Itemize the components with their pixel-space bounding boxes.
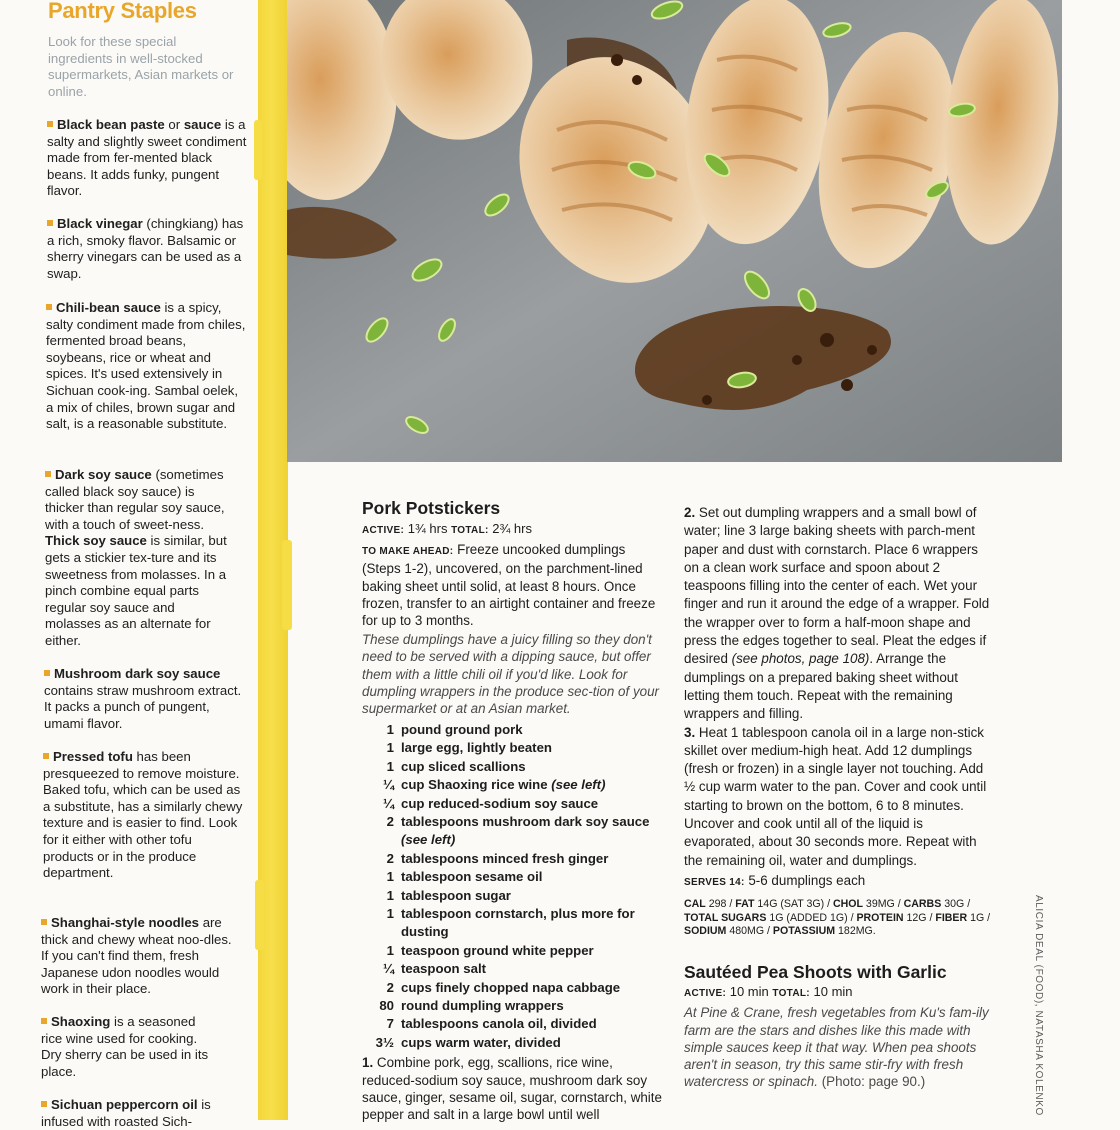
pantry-item-sichuan-peppercorn-oil: [41, 1097, 241, 1130]
ingredient-name: cup sliced scallions: [401, 758, 526, 774]
ingredient-note: (see left): [401, 832, 456, 848]
recipe-2-intro: [684, 1004, 992, 1090]
ingredient-qty: ¼: [383, 795, 394, 811]
nutrient-value: 39MG /: [862, 898, 904, 911]
item-text: or: [164, 117, 184, 132]
sidebar-title: Pantry Staples: [48, 0, 197, 23]
item-text: is similar, but gets a stickier tex-ture and its sweetness from molasses. In a pinch combine equal parts regular soy sauce and molasses as an alternate for either.: [45, 533, 227, 648]
ingredient-continuation: dusting: [401, 924, 449, 940]
ingredient-name: tablespoon sesame oil: [401, 869, 543, 885]
recipe-2-time: [684, 983, 992, 1003]
recipe-pork-potstickers: [362, 500, 667, 1124]
item-name: Black bean paste: [57, 117, 165, 132]
ingredient-name: teaspoon salt: [401, 961, 487, 977]
ingredient-name: tablespoons minced fresh ginger: [401, 850, 609, 866]
pantry-item-shaoxing: [41, 1014, 216, 1080]
ingredient-qty: ¼: [383, 777, 394, 793]
nutrient-label: TOTAL SUGARS: [684, 911, 767, 924]
item-text: is a spicy, salty condiment made from chiles, fermented broad beans, soybeans, rice or wheat and spices. It's used extensively in Sichuan cook-ing. Sambal oelek, a mix of chiles, brown sugar and salt, is a reasonable substitute.: [46, 300, 246, 432]
total-time: 10 min: [809, 984, 853, 1000]
pantry-item-black-bean-paste: [47, 117, 247, 200]
ingredient-qty: 2: [386, 850, 394, 866]
nutrition-info: [684, 898, 992, 939]
item-name: Pressed tofu: [53, 749, 133, 764]
ingredient: [362, 979, 667, 997]
serves-label: SERVES 14:: [684, 876, 745, 888]
bullet-icon: [41, 1101, 47, 1107]
item-name: Chili-bean sauce: [56, 300, 161, 315]
item-name: Black vinegar: [57, 216, 143, 231]
make-ahead-label: TO MAKE AHEAD:: [362, 545, 454, 557]
ingredient-qty: 1: [386, 905, 394, 921]
nutrient-value: 480MG /: [726, 925, 773, 938]
photo-credit: ALICIA DEAL (FOOD), NATASHA KOLENKO: [1033, 895, 1044, 1116]
item-name: Shaoxing: [51, 1014, 111, 1029]
ingredient-name: cups finely chopped napa cabbage: [401, 979, 621, 995]
bullet-icon: [47, 121, 53, 127]
ingredient-qty: 2: [386, 813, 394, 829]
step-number: 1.: [362, 1055, 374, 1071]
nutrient-value: 1G (ADDED 1G) /: [766, 911, 857, 924]
pantry-item-black-vinegar: [47, 216, 247, 282]
bullet-icon: [47, 220, 53, 226]
nutrient-label: SODIUM: [684, 925, 727, 938]
brush-stroke: [254, 120, 262, 180]
step-3: [684, 724, 992, 870]
ingredient: [362, 813, 667, 831]
item-text: has been presqueezed to remove moisture. Baked tofu, which can be used as a substitute, has a similarly chewy texture and is easier to find. Look for it either with other tofu products or in the produce department.: [43, 749, 243, 881]
ingredient: [362, 795, 667, 813]
nutrient-value: 30G /: [941, 898, 971, 911]
nutrient-value: 12G /: [903, 911, 936, 924]
make-ahead: [362, 541, 667, 630]
photo-reference: (Photo: page 90.): [817, 1074, 926, 1090]
ingredient-qty: 7: [386, 1016, 394, 1032]
ingredient-name: large egg, lightly beaten: [401, 740, 552, 756]
total-time: 2¾ hrs: [488, 521, 532, 537]
ingredient-name: tablespoon cornstarch, plus more for: [401, 905, 635, 921]
ingredient-qty: 3½: [375, 1034, 394, 1050]
item-text: is a seasoned rice wine used for cooking. Dry sherry can be used in its place.: [41, 1014, 209, 1079]
step-1: [362, 1054, 667, 1124]
ingredient-name: tablespoon sugar: [401, 887, 511, 903]
item-text: are thick and chewy wheat noo-dles. If you can't find them, fresh Japanese udon noodles would work in their place.: [41, 915, 232, 997]
ingredient-qty: 1: [386, 869, 394, 885]
ingredient-name-text: cup Shaoxing rice wine: [401, 777, 552, 793]
nutrient-value: 1G /: [967, 911, 991, 924]
step-2: [684, 504, 992, 724]
pantry-item-chili-bean-sauce: [46, 300, 246, 433]
brush-stroke: [255, 880, 264, 950]
ingredient-name: [401, 776, 605, 794]
ingredient-qty: 1: [386, 740, 394, 756]
step-text: Set out dumpling wrappers and a small bowl of water; line 3 large baking sheets with parch-ment paper and dust with cornstarch. Place 6 wrappers on a clean work surface and spoon about 2 teaspoons filling into the center of each. Wet your finger and run it around the edge of a wrapper. Fold the wrapper over to form a half-moon shape and press the edges together to seal. Pleat the edges if desired: [684, 505, 990, 667]
bullet-icon: [46, 304, 52, 310]
ingredient: [362, 905, 667, 923]
ingredient: [362, 997, 667, 1015]
active-time: 1¾ hrs: [404, 521, 452, 537]
yellow-divider-band: [258, 0, 288, 1120]
serves-text: 5-6 dumplings each: [744, 872, 866, 888]
recipe-title: Pork Potstickers: [362, 498, 501, 518]
step-text: . Arrange the dumplings on a prepared baking sheet without letting them touch. Repeat with the remaining wrappers and filling.: [684, 651, 958, 722]
ingredient-qty: ¼: [383, 961, 394, 977]
ingredient: [362, 850, 667, 868]
nutrient-label: FAT: [735, 898, 755, 911]
ingredient: [362, 868, 667, 886]
ingredient-name: cup reduced-sodium soy sauce: [401, 795, 599, 811]
potstickers-photo: [287, 0, 1062, 462]
active-time: 10 min: [726, 984, 773, 1000]
ingredient: [362, 721, 667, 739]
ingredient: [362, 1015, 667, 1033]
ingredient-name: teaspoon ground white pepper: [401, 942, 594, 958]
step-text: Combine pork, egg, scallions, rice wine, reduced-sodium soy sauce, mushroom dark soy sauce, ginger, sesame oil, sugar, cornstarch, white pepper and salt in a large bowl until well: [362, 1055, 662, 1123]
pantry-item-dark-soy-sauce: [45, 467, 230, 650]
nutrient-label: POTASSIUM: [772, 925, 836, 938]
nutrient-value: 182MG.: [835, 925, 876, 938]
nutrient-label: FIBER: [935, 911, 968, 924]
ingredient-name: pound ground pork: [401, 721, 523, 737]
ingredient-qty: 2: [386, 979, 394, 995]
bullet-icon: [41, 1018, 47, 1024]
bullet-icon: [43, 753, 49, 759]
nutrient-label: CAL: [684, 898, 706, 911]
pantry-item-shanghai-noodles: [41, 915, 241, 998]
active-label: ACTIVE:: [684, 988, 727, 1000]
ingredient: [362, 776, 667, 794]
potstickers-illustration: [287, 0, 1062, 462]
recipe-column-2: [684, 504, 992, 1090]
item-text: (chingkiang) has a rich, smoky flavor. Balsamic or sherry vinegars can be used as a swap.: [47, 216, 244, 281]
nutrient-value: 298 /: [705, 898, 736, 911]
total-label: TOTAL:: [451, 525, 489, 537]
ingredient-name: round dumpling wrappers: [401, 997, 564, 1013]
ingredient-qty: 1: [386, 942, 394, 958]
item-text: contains straw mushroom extract. It packs a punch of pungent, umami flavor.: [44, 682, 242, 731]
page-reference: (see photos, page 108): [731, 651, 870, 667]
active-label: ACTIVE:: [362, 525, 405, 537]
sidebar-intro: Look for these special ingredients in well-stocked supermarkets, Asian markets or online.: [48, 34, 234, 99]
item-name: sauce: [183, 117, 222, 132]
item-name: Sichuan peppercorn oil: [51, 1097, 198, 1112]
step-number: 2.: [684, 505, 696, 520]
recipe-2-title: Sautéed Pea Shoots with Garlic: [684, 961, 947, 982]
pantry-item-mushroom-dark-soy-sauce: [44, 666, 244, 732]
nutrient-label: CARBS: [903, 898, 942, 911]
ingredient-name: tablespoons mushroom dark soy sauce: [401, 813, 650, 829]
ingredient-qty: 1: [386, 758, 394, 774]
ingredient-qty: 80: [379, 997, 394, 1013]
step-number: 3.: [684, 724, 696, 740]
step-text: Heat 1 tablespoon canola oil in a large non-stick skillet over medium-high heat. Add 12 dumplings (fresh or frozen) in a single layer not touching. Add ½ cup warm water to the pan. Cover and cook until starting to brown on the bottom, 6 to 8 minutes. Uncover and cook until all of the liquid is evaporated, about 30 seconds more. Repeat with the remaining oil, water and dumplings.: [684, 724, 987, 868]
nutrient-value: 14G (SAT 3G) /: [754, 898, 833, 911]
ingredient-qty: 1: [386, 887, 394, 903]
pantry-staples-sidebar: [0, 0, 262, 1129]
item-name: Mushroom dark soy sauce: [54, 666, 221, 681]
item-text: (sometimes called black soy sauce) is thicker than regular soy sauce, with a touch of sweet-ness.: [45, 467, 225, 532]
item-text: is a salty and slightly sweet condiment made from fer-mented black beans. It adds funky, pungent flavor.: [47, 117, 247, 199]
ingredient: [362, 1034, 667, 1052]
pantry-item-pressed-tofu: [43, 749, 243, 882]
item-name: Thick soy sauce: [45, 533, 147, 549]
ingredient-note: (see left): [551, 777, 606, 793]
make-ahead-text: Freeze uncooked dumplings (Steps 1-2), uncovered, on the parchment-lined baking sheet until solid, at least 8 hours. Once frozen, transfer to an airtight container and freeze for up to 3 months.: [362, 541, 656, 629]
item-name: Shanghai-style noodles: [51, 915, 200, 930]
nutrient-label: PROTEIN: [856, 911, 904, 924]
ingredient: [362, 942, 667, 960]
ingredient: [362, 887, 667, 905]
ingredient-name: tablespoons canola oil, divided: [401, 1016, 597, 1032]
bullet-icon: [41, 919, 47, 925]
item-text: is infused with roasted Sich-: [41, 1097, 211, 1129]
ingredient-name: cups warm water, divided: [401, 1034, 561, 1050]
item-name: Dark soy sauce: [55, 467, 152, 482]
total-label: TOTAL:: [772, 988, 810, 1000]
brush-stroke: [282, 540, 292, 630]
bullet-icon: [45, 471, 51, 477]
ingredient-qty: 1: [386, 721, 394, 737]
servings: [684, 872, 992, 892]
intro-text: At Pine & Crane, fresh vegetables from Ku's fam-ily farm are the stars and dishes like this made with simple sauces keep it that way. When pea shoots aren't in season, try this same stir-fry with fresh watercress or spinach.: [684, 1005, 989, 1090]
ingredient: [362, 960, 667, 978]
bullet-icon: [44, 670, 50, 676]
ingredient: [362, 758, 667, 776]
recipe-intro: These dumplings have a juicy filling so they don't need to be served with a dipping sauce, but offer them with a little chili oil if you'd like. Look for dumpling wrappers in the produce sec-tion of your supermarket or at an Asian market.: [362, 631, 659, 717]
recipe-time: [362, 520, 667, 539]
nutrient-label: CHOL: [832, 898, 863, 911]
ingredient: [362, 739, 667, 757]
ingredient-list: [362, 721, 667, 1052]
